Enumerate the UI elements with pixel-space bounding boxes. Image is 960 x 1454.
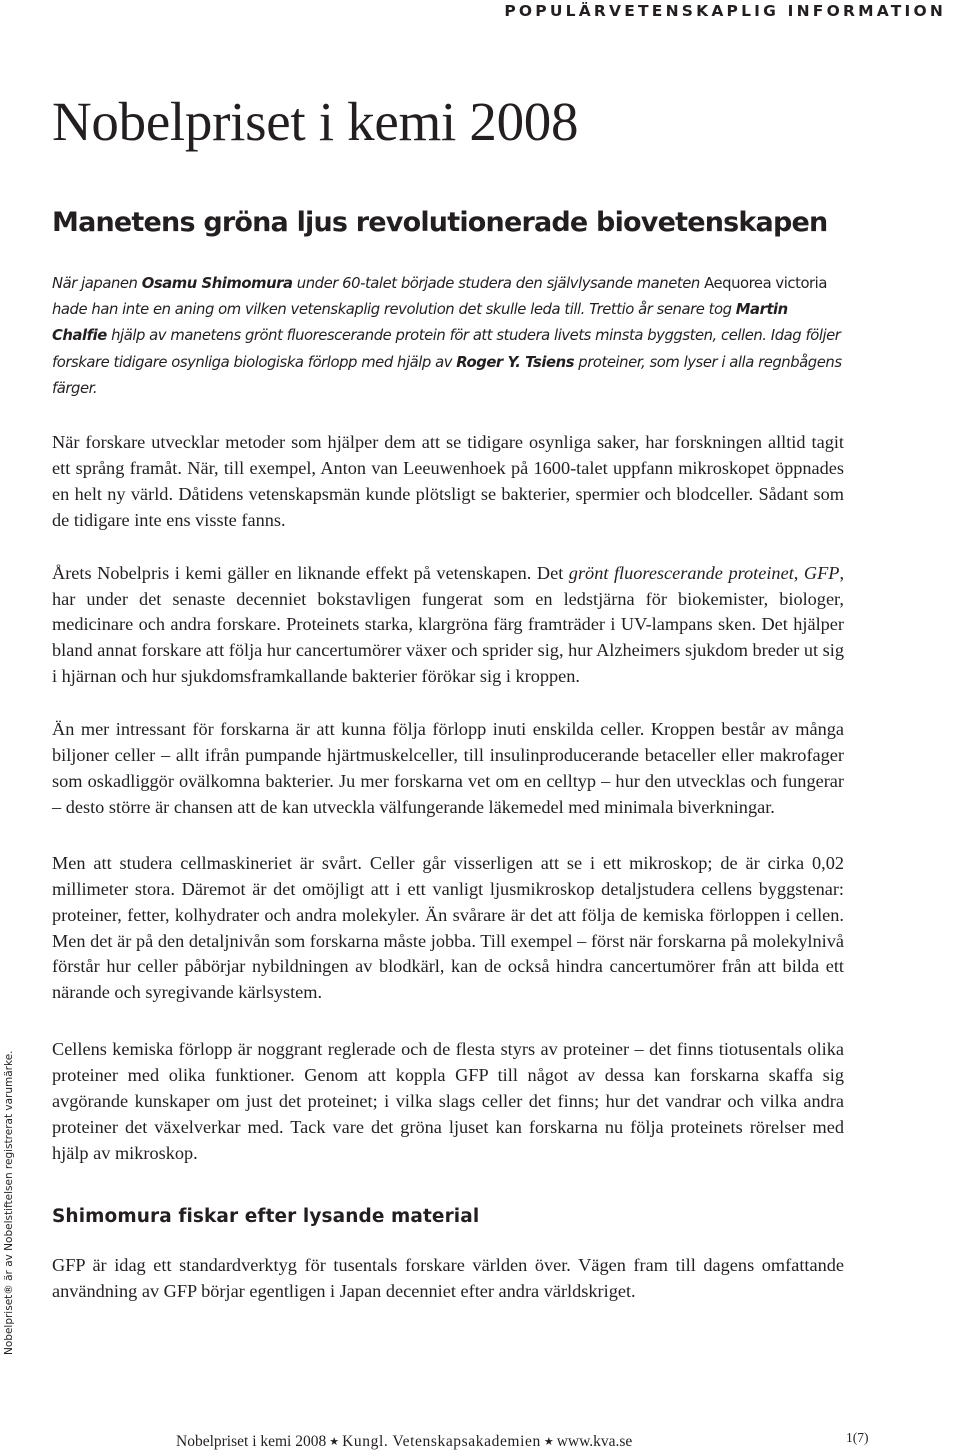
- term-gfp-full: grönt fluorescerande proteinet: [568, 562, 794, 583]
- footer-prize: Nobelpriset i kemi 2008: [176, 1433, 327, 1450]
- page-title: Nobelpriset i kemi 2008: [52, 91, 579, 152]
- page-number: 1(7): [846, 1430, 869, 1445]
- body-paragraph: Men att studera cellmaskineriet är svårt. Celler går visserligen att se i ett mikroskop; de är cirka 0,02 millimeter stora. Däremot är det omöjligt att i ett vanligt ljusmikroskop detaljstudera cellens byggstenar: proteiner, fetter, kolhydrater och andra molekyler. Än svårare är det att följa de kemiska förloppen i cellen. Men det är på den detaljnivån som forskarna måste jobba. Till exempel – först när forskarna på molekylnivå förstår hur celler påbörjar nybildningen av blodkärl, kan de också hindra cancertumörer från att bilda ett närande och syregivande kärlsystem.: [52, 852, 844, 1003]
- body-paragraph: Än mer intressant för forskarna är att kunna följa förlopp inuti enskilda celler. Kroppen består av många biljoner celler – allt ifrån pumpande hjärtmuskelceller, till insulinproducerande betaceller eller makrofager som oskadliggör ovälkomna bakterier. Ju mer forskarna vet om en celltyp – hur den utvecklas och fungerar – desto större är chansen att de kan utveckla välfungerande läkemedel med minimala biverkningar.: [52, 719, 844, 817]
- body-paragraph: När forskare utvecklar metoder som hjälper dem att se tidigare osynliga saker, har forskningen alltid tagit ett språng framåt. När, till exempel, Anton van Leeuwenhoek på 1600-talet uppfann mikroskopet öppnades en helt ny värld. Dåtidens vetenskapsmän kunde plötsligt se bakterier, spermier och blodceller. Sådant som de tidigare inte ens visste fanns.: [52, 432, 844, 530]
- footer: [176, 1432, 632, 1453]
- term-gfp: GFP: [803, 562, 840, 583]
- footer-academy: Kungl. Vetenskapsakademien: [342, 1433, 541, 1450]
- subtitle: Manetens gröna ljus revolutionerade biovetenskapen: [52, 207, 828, 238]
- trademark-note: Nobelpriset® är av Nobelstiftelsen registrerat varumärke.: [3, 1050, 15, 1355]
- body-paragraph: Årets Nobelpris i kemi gäller en liknande effekt på vetenskapen. Det grönt fluorescerande proteinet, GFP, har under det senaste decenniet bokstavligen fungerat som en ledstjärna för biokemister, biologer, medicinare och andra forskare. Proteinets starka, klargröna färg framträder i UV-lampans sken. Det hjälper bland annat forskare att följa hur cancertumörer växer och sprider sig, hur Alzheimers sjukdom breder ut sig i hjärnan och hur sjukdomsframkallande bakterier förökar sig i kroppen.: [52, 562, 845, 687]
- person-name-tsien: Roger Y. Tsiens: [456, 353, 575, 371]
- lead-paragraph: När japanen Osamu Shimomura under 60-talet började studera den självlysande maneten Aequorea victoria hade han inte en aning om vilken vetenskaplig revolution det skulle leda till. Trettio år senare tog Martin Chalfie hjälp av manetens grönt fluorescerande protein för att studera livets minsta byggsten, cellen. Idag följer forskare tidigare osynliga biologiska förlopp med hjälp av Roger Y. Tsiens proteiner, som lyser i alla regnbågens färger.: [52, 275, 842, 397]
- person-name-chalfie: Martin Chalfie: [52, 301, 788, 345]
- header-label: POPULÄRVETENSKAPLIG INFORMATION: [504, 2, 946, 20]
- article-body: [52, 430, 844, 1305]
- section-heading: Shimomura fiskar efter lysande material: [52, 1205, 480, 1227]
- species-name: Aequorea victoria: [704, 275, 827, 292]
- body-paragraph: Cellens kemiska förlopp är noggrant reglerade och de flesta styrs av proteiner – det finns tiotusentals olika proteiner med olika funktioner. Genom att koppla GFP till något av dessa kan forskarna skaffa sig avgörande kunskaper om just det proteinet; i vilka slags celler det finns; hur det vandrar och vilka andra proteiner det växelverkar med. Tack vare det gröna ljuset kan forskarna nu följa proteinets rörelser med hjälp av mikroskop.: [52, 1039, 844, 1163]
- person-name-shimomura: Osamu Shimomura: [141, 275, 293, 292]
- footer-website[interactable]: www.kva.se: [556, 1433, 633, 1450]
- star-icon: ★: [329, 1436, 340, 1448]
- body-paragraph: GFP är idag ett standardverktyg för tusentals forskare världen över. Vägen fram till dagens omfattande användning av GFP börjar egentligen i Japan decenniet efter andra världskriget.: [52, 1254, 844, 1301]
- star-icon: ★: [543, 1436, 554, 1448]
